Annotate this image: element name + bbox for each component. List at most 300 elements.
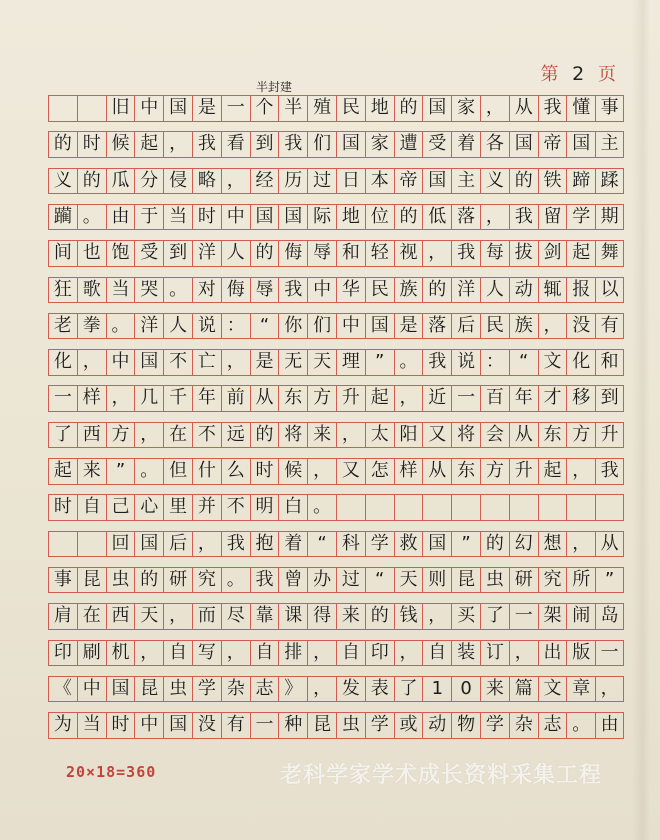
grid-cell: 人 xyxy=(221,241,250,266)
grid-cell: 华 xyxy=(336,278,365,303)
grid-cell: 历 xyxy=(278,169,307,194)
grid-cell: 在 xyxy=(163,423,192,448)
grid-cell: ， xyxy=(192,532,221,557)
grid-cell: 经 xyxy=(250,169,279,194)
grid-cell: 在 xyxy=(77,604,106,629)
grid-cell: 饱 xyxy=(106,241,135,266)
grid-cell: 当 xyxy=(163,205,192,230)
grid-cell xyxy=(77,96,106,121)
grid-cell: ” xyxy=(106,459,135,484)
grid-cell: 舞 xyxy=(595,241,624,266)
grid-cell: 中 xyxy=(106,350,135,375)
grid-cell: 又 xyxy=(336,459,365,484)
grid-cell: ” xyxy=(365,350,394,375)
grid-cell: 年 xyxy=(192,386,221,411)
grid-cell: 着 xyxy=(451,132,480,157)
page-number-header xyxy=(540,60,620,86)
grid-cell: 没 xyxy=(192,713,221,738)
grid-cell: 民 xyxy=(480,314,509,339)
grid-row xyxy=(48,531,624,558)
grid-cell: 我 xyxy=(278,278,307,303)
grid-cell: 老 xyxy=(48,314,77,339)
grid-cell: 看 xyxy=(221,132,250,157)
grid-cell: 后 xyxy=(451,314,480,339)
grid-cell: 主 xyxy=(595,132,624,157)
grid-cell: 尽 xyxy=(221,604,250,629)
grid-cell: 国 xyxy=(134,350,163,375)
grid-cell: 研 xyxy=(163,568,192,593)
grid-cell: 理 xyxy=(336,350,365,375)
grid-cell: 洋 xyxy=(451,278,480,303)
grid-format-label: 20×18=360 xyxy=(66,763,157,781)
grid-cell: 近 xyxy=(422,386,451,411)
grid-cell: 我 xyxy=(192,132,221,157)
grid-cell: 事 xyxy=(595,96,624,121)
grid-cell: 过 xyxy=(307,169,336,194)
grid-cell: 表 xyxy=(365,677,394,702)
grid-cell: ： xyxy=(221,314,250,339)
grid-cell xyxy=(480,495,509,520)
grid-cell: 年 xyxy=(509,386,538,411)
grid-cell: 国 xyxy=(422,169,451,194)
grid-cell: 蹂 xyxy=(595,169,624,194)
grid-cell: 将 xyxy=(278,423,307,448)
grid-cell: 铁 xyxy=(538,169,567,194)
inserted-annotation: 半封建 xyxy=(256,80,293,94)
grid-cell: 我 xyxy=(509,205,538,230)
grid-cell: 天 xyxy=(134,604,163,629)
grid-cell: 哭 xyxy=(134,278,163,303)
grid-cell: 侵 xyxy=(163,169,192,194)
grid-cell: 你 xyxy=(278,314,307,339)
grid-cell: 位 xyxy=(365,205,394,230)
grid-row xyxy=(48,385,624,412)
grid-cell: 国 xyxy=(163,713,192,738)
grid-row xyxy=(48,676,624,703)
grid-cell: 的 xyxy=(422,278,451,303)
grid-cell: 辄 xyxy=(538,278,567,303)
grid-cell: 一 xyxy=(250,713,279,738)
grid-cell: 学 xyxy=(365,532,394,557)
grid-cell: 回 xyxy=(106,532,135,557)
grid-cell: 肩 xyxy=(48,604,77,629)
grid-cell: 族 xyxy=(394,278,423,303)
grid-cell: 时 xyxy=(192,205,221,230)
grid-cell: 了 xyxy=(48,423,77,448)
grid-cell: “ xyxy=(509,350,538,375)
grid-cell: 际 xyxy=(307,205,336,230)
grid-cell xyxy=(566,495,595,520)
grid-cell: 国 xyxy=(106,677,135,702)
grid-cell: 民 xyxy=(336,96,365,121)
grid-row xyxy=(48,204,624,231)
grid-cell: 自 xyxy=(422,641,451,666)
grid-cell: 志 xyxy=(538,713,567,738)
grid-cell: 辱 xyxy=(250,278,279,303)
grid-cell: ， xyxy=(595,677,624,702)
grid-cell: 国 xyxy=(250,205,279,230)
grid-cell: 昆 xyxy=(451,568,480,593)
grid-cell: 于 xyxy=(134,205,163,230)
grid-row xyxy=(48,494,624,521)
grid-cell: 由 xyxy=(595,713,624,738)
grid-cell: 民 xyxy=(365,278,394,303)
grid-cell: 报 xyxy=(566,278,595,303)
grid-cell: 学 xyxy=(192,677,221,702)
page-number: 2 xyxy=(572,63,589,85)
grid-cell: 从 xyxy=(422,459,451,484)
grid-cell: 远 xyxy=(221,423,250,448)
grid-cell: 由 xyxy=(106,205,135,230)
grid-cell: 排 xyxy=(278,641,307,666)
grid-cell: 们 xyxy=(307,132,336,157)
grid-cell: 杂 xyxy=(221,677,250,702)
grid-cell: ， xyxy=(566,532,595,557)
grid-cell: 文 xyxy=(538,350,567,375)
grid-cell: 候 xyxy=(278,459,307,484)
grid-cell: 是 xyxy=(192,96,221,121)
grid-cell: 东 xyxy=(278,386,307,411)
grid-cell: 来 xyxy=(480,677,509,702)
grid-cell: 。 xyxy=(106,314,135,339)
grid-cell: 国 xyxy=(134,532,163,557)
grid-cell: 我 xyxy=(422,350,451,375)
grid-cell: 出 xyxy=(538,641,567,666)
grid-cell: 学 xyxy=(480,713,509,738)
grid-cell: 辱 xyxy=(307,241,336,266)
grid-cell: 义 xyxy=(48,169,77,194)
grid-cell: 几 xyxy=(134,386,163,411)
grid-cell: 也 xyxy=(77,241,106,266)
grid-cell: 版 xyxy=(566,641,595,666)
grid-cell: 事 xyxy=(48,568,77,593)
grid-cell: 地 xyxy=(336,205,365,230)
page-label: 第 xyxy=(540,64,563,85)
grid-cell: 的 xyxy=(250,423,279,448)
grid-cell: 义 xyxy=(480,169,509,194)
grid-cell: 帝 xyxy=(538,132,567,157)
grid-cell: ， xyxy=(394,641,423,666)
grid-cell: 才 xyxy=(538,386,567,411)
grid-cell: 每 xyxy=(480,241,509,266)
grid-cell: 受 xyxy=(134,241,163,266)
grid-cell: 的 xyxy=(365,604,394,629)
grid-cell: 虫 xyxy=(163,677,192,702)
grid-cell: 动 xyxy=(509,278,538,303)
grid-cell: 的 xyxy=(134,568,163,593)
grid-cell: 抱 xyxy=(250,532,279,557)
grid-cell: 起 xyxy=(134,132,163,157)
grid-cell: 起 xyxy=(48,459,77,484)
grid-cell: 印 xyxy=(48,641,77,666)
grid-cell: 《 xyxy=(48,677,77,702)
grid-cell: 自 xyxy=(250,641,279,666)
grid-cell: 样 xyxy=(77,386,106,411)
grid-cell: “ xyxy=(307,532,336,557)
grid-cell: 昆 xyxy=(134,677,163,702)
grid-cell: 洋 xyxy=(134,314,163,339)
grid-cell: 明 xyxy=(250,495,279,520)
grid-cell: ， xyxy=(134,641,163,666)
grid-cell: 我 xyxy=(221,532,250,557)
grid-cell: 对 xyxy=(192,278,221,303)
grid-cell: 百 xyxy=(480,386,509,411)
grid-cell: 不 xyxy=(192,423,221,448)
grid-cell: 落 xyxy=(422,314,451,339)
grid-cell: 得 xyxy=(307,604,336,629)
grid-cell: 旧 xyxy=(106,96,135,121)
grid-row xyxy=(48,349,624,376)
grid-cell: 发 xyxy=(336,677,365,702)
grid-cell: 移 xyxy=(566,386,595,411)
grid-cell: 升 xyxy=(509,459,538,484)
grid-cell: 志 xyxy=(250,677,279,702)
grid-cell: 印 xyxy=(365,641,394,666)
grid-cell: 升 xyxy=(595,423,624,448)
grid-cell: 会 xyxy=(480,423,509,448)
grid-cell: 国 xyxy=(422,532,451,557)
grid-cell: 曾 xyxy=(278,568,307,593)
watermark-text: 老科学家学术成长资料采集工程 xyxy=(280,763,603,788)
grid-cell: 方 xyxy=(480,459,509,484)
grid-cell: 有 xyxy=(595,314,624,339)
grid-row xyxy=(48,131,624,158)
grid-cell: 家 xyxy=(451,96,480,121)
grid-cell: 国 xyxy=(278,205,307,230)
grid-cell: 一 xyxy=(48,386,77,411)
grid-cell: 里 xyxy=(163,495,192,520)
grid-cell: 订 xyxy=(480,641,509,666)
grid-cell: 学 xyxy=(365,713,394,738)
grid-cell: 课 xyxy=(278,604,307,629)
grid-cell: 。 xyxy=(163,278,192,303)
grid-cell: 殖 xyxy=(307,96,336,121)
grid-cell: 动 xyxy=(422,713,451,738)
grid-row xyxy=(48,168,624,195)
grid-row xyxy=(48,458,624,485)
grid-cell: ， xyxy=(509,641,538,666)
grid-cell: 到 xyxy=(163,241,192,266)
grid-cell: 怎 xyxy=(365,459,394,484)
grid-cell: ， xyxy=(336,423,365,448)
grid-cell: 西 xyxy=(77,423,106,448)
grid-cell: 己 xyxy=(106,495,135,520)
grid-cell: 从 xyxy=(595,532,624,557)
grid-cell xyxy=(48,96,77,121)
grid-cell: 各 xyxy=(480,132,509,157)
grid-cell: 升 xyxy=(336,386,365,411)
grid-cell: 来 xyxy=(336,604,365,629)
grid-cell: ： xyxy=(480,350,509,375)
grid-cell: 的 xyxy=(48,132,77,157)
grid-cell: 国 xyxy=(336,132,365,157)
grid-cell: 一 xyxy=(451,386,480,411)
grid-cell: 》 xyxy=(278,677,307,702)
grid-cell xyxy=(538,495,567,520)
grid-cell: 想 xyxy=(538,532,567,557)
grid-cell: 中 xyxy=(134,96,163,121)
grid-cell: 间 xyxy=(48,241,77,266)
grid-cell: 时 xyxy=(250,459,279,484)
grid-cell: 过 xyxy=(336,568,365,593)
grid-cell: ， xyxy=(163,132,192,157)
grid-cell: 低 xyxy=(422,205,451,230)
grid-cell: 写 xyxy=(192,641,221,666)
grid-cell: 说 xyxy=(192,314,221,339)
grid-cell: 篇 xyxy=(509,677,538,702)
grid-cell: 不 xyxy=(163,350,192,375)
grid-cell: 化 xyxy=(48,350,77,375)
grid-row xyxy=(48,712,624,739)
grid-cell: 遭 xyxy=(394,132,423,157)
grid-cell: 昆 xyxy=(307,713,336,738)
grid-cell: 狂 xyxy=(48,278,77,303)
grid-cell: 究 xyxy=(192,568,221,593)
grid-cell: 钱 xyxy=(394,604,423,629)
grid-cell xyxy=(595,495,624,520)
grid-row xyxy=(48,567,624,594)
grid-cell: 落 xyxy=(451,205,480,230)
grid-cell: 半 xyxy=(278,96,307,121)
grid-cell: 虫 xyxy=(336,713,365,738)
grid-cell: 剑 xyxy=(538,241,567,266)
grid-row xyxy=(48,603,624,630)
grid-cell: “ xyxy=(365,568,394,593)
grid-cell: 是 xyxy=(250,350,279,375)
grid-cell: 从 xyxy=(509,96,538,121)
grid-cell: 侮 xyxy=(278,241,307,266)
grid-cell: 的 xyxy=(394,205,423,230)
grid-cell: 前 xyxy=(221,386,250,411)
grid-cell: 一 xyxy=(595,641,624,666)
grid-cell: 岛 xyxy=(595,604,624,629)
grid-cell: “ xyxy=(250,314,279,339)
paper-crease xyxy=(632,0,650,840)
grid-cell: 刷 xyxy=(77,641,106,666)
grid-cell: 人 xyxy=(480,278,509,303)
grid-cell: ” xyxy=(451,532,480,557)
grid-cell: 太 xyxy=(365,423,394,448)
grid-cell: 主 xyxy=(451,169,480,194)
grid-cell: 的 xyxy=(250,241,279,266)
grid-row xyxy=(48,95,624,122)
grid-cell: 到 xyxy=(250,132,279,157)
grid-cell: 天 xyxy=(394,568,423,593)
grid-cell: 办 xyxy=(307,568,336,593)
grid-cell: 来 xyxy=(77,459,106,484)
grid-cell: 研 xyxy=(509,568,538,593)
grid-cell: 千 xyxy=(163,386,192,411)
grid-cell: 样 xyxy=(394,459,423,484)
grid-cell: 从 xyxy=(509,423,538,448)
grid-cell: 自 xyxy=(163,641,192,666)
grid-cell xyxy=(451,495,480,520)
grid-cell: 天 xyxy=(307,350,336,375)
grid-cell: 。 xyxy=(566,713,595,738)
grid-cell: ， xyxy=(394,386,423,411)
grid-cell: ， xyxy=(307,459,336,484)
grid-cell: 着 xyxy=(278,532,307,557)
grid-row xyxy=(48,277,624,304)
grid-cell: 的 xyxy=(509,169,538,194)
grid-cell: 洋 xyxy=(192,241,221,266)
grid-cell: 白 xyxy=(278,495,307,520)
grid-cell: 懂 xyxy=(566,96,595,121)
grid-cell: 有 xyxy=(221,713,250,738)
grid-cell: 从 xyxy=(250,386,279,411)
grid-cell: 时 xyxy=(48,495,77,520)
grid-cell: 地 xyxy=(365,96,394,121)
grid-cell: 起 xyxy=(566,241,595,266)
grid-cell: 了 xyxy=(394,677,423,702)
grid-cell: 轻 xyxy=(365,241,394,266)
grid-cell: 所 xyxy=(566,568,595,593)
grid-cell: 阳 xyxy=(394,423,423,448)
grid-cell: 视 xyxy=(394,241,423,266)
grid-cell: 中 xyxy=(336,314,365,339)
grid-cell: 人 xyxy=(163,314,192,339)
grid-cell: 族 xyxy=(509,314,538,339)
grid-cell: 拳 xyxy=(77,314,106,339)
grid-cell: 心 xyxy=(134,495,163,520)
grid-cell: 日 xyxy=(336,169,365,194)
grid-cell: 和 xyxy=(595,350,624,375)
grid-cell: 东 xyxy=(451,459,480,484)
grid-cell: 。 xyxy=(221,568,250,593)
grid-cell: 但 xyxy=(163,459,192,484)
grid-cell: 为 xyxy=(48,713,77,738)
grid-cell: 又 xyxy=(422,423,451,448)
grid-cell: 的 xyxy=(394,96,423,121)
grid-cell: 无 xyxy=(278,350,307,375)
grid-cell: 机 xyxy=(106,641,135,666)
grid-cell: 化 xyxy=(566,350,595,375)
grid-cell: 文 xyxy=(538,677,567,702)
grid-cell: ， xyxy=(422,604,451,629)
grid-row xyxy=(48,240,624,267)
grid-cell: 中 xyxy=(134,713,163,738)
grid-cell: ， xyxy=(480,205,509,230)
grid-row xyxy=(48,640,624,667)
grid-cell: ， xyxy=(221,350,250,375)
grid-cell: 章 xyxy=(566,677,595,702)
grid-cell: 起 xyxy=(365,386,394,411)
grid-cell: 帝 xyxy=(394,169,423,194)
grid-cell: 家 xyxy=(365,132,394,157)
grid-cell: 则 xyxy=(422,568,451,593)
grid-cell xyxy=(365,495,394,520)
grid-cell: 。 xyxy=(307,495,336,520)
grid-cell: 闹 xyxy=(566,604,595,629)
grid-cell: 买 xyxy=(451,604,480,629)
grid-cell xyxy=(509,495,538,520)
grid-cell: ， xyxy=(134,423,163,448)
grid-cell: 。 xyxy=(394,350,423,375)
grid-cell: 来 xyxy=(307,423,336,448)
grid-cell: 本 xyxy=(365,169,394,194)
grid-cell: 我 xyxy=(250,568,279,593)
grid-cell: 当 xyxy=(77,713,106,738)
grid-cell: ， xyxy=(307,641,336,666)
grid-cell xyxy=(48,532,77,557)
grid-cell: 一 xyxy=(509,604,538,629)
grid-cell: 装 xyxy=(451,641,480,666)
grid-cell: 方 xyxy=(307,386,336,411)
grid-cell: 后 xyxy=(163,532,192,557)
grid-cell: 种 xyxy=(278,713,307,738)
grid-cell: ， xyxy=(480,96,509,121)
grid-cell xyxy=(336,495,365,520)
